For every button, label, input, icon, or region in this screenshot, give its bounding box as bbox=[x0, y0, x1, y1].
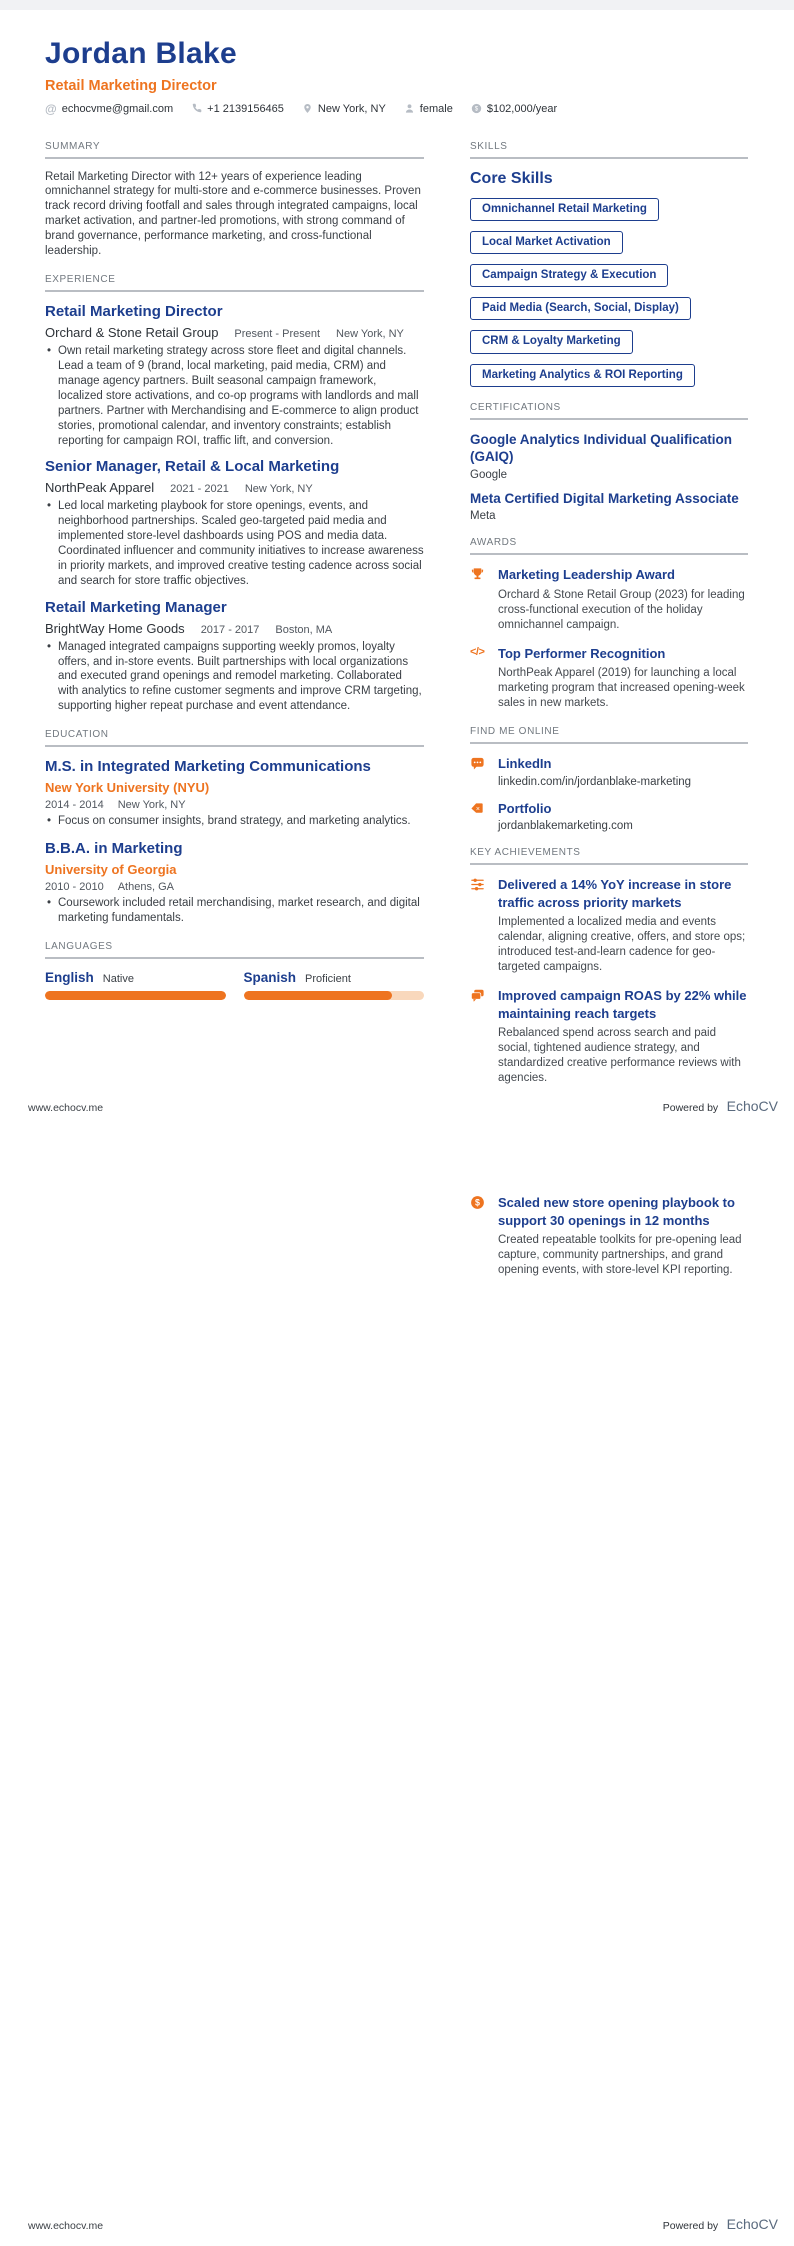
languages-row bbox=[45, 970, 424, 1000]
achievement-body bbox=[498, 876, 748, 975]
code-icon: </> bbox=[470, 645, 485, 658]
language-name: English bbox=[45, 969, 94, 985]
two-column-body bbox=[45, 1154, 749, 1290]
job-dates: 2017 - 2017 bbox=[200, 623, 260, 636]
skill-pill: Paid Media (Search, Social, Display) bbox=[470, 297, 691, 320]
contact-salary bbox=[471, 103, 557, 115]
contact-email bbox=[45, 103, 173, 115]
contact-location bbox=[302, 103, 386, 115]
page-footer bbox=[28, 2216, 778, 2234]
page-2 bbox=[0, 1128, 794, 2246]
online-profile-url[interactable]: linkedin.com/in/jordanblake-marketing bbox=[498, 775, 692, 788]
contact-gender bbox=[404, 103, 453, 115]
section-summary bbox=[45, 141, 424, 260]
online-profile-title: Portfolio bbox=[498, 800, 552, 816]
online-profile-item bbox=[470, 755, 748, 788]
job-title: Retail Marketing Director bbox=[45, 303, 223, 321]
job-meta bbox=[45, 480, 424, 495]
left-column bbox=[45, 1154, 424, 1290]
certification-issuer: Google bbox=[470, 468, 508, 481]
section-certifications bbox=[470, 402, 748, 523]
language-bar bbox=[45, 991, 226, 1000]
experience-item bbox=[45, 303, 424, 448]
job-location: New York, NY bbox=[336, 327, 404, 340]
footer-powered bbox=[663, 2216, 778, 2234]
certification-title: Meta Certified Digital Marketing Associate bbox=[470, 490, 739, 506]
degree: M.S. in Integrated Marketing Communications bbox=[45, 758, 371, 776]
skill-pill: Local Market Activation bbox=[470, 231, 623, 254]
section-skills bbox=[470, 141, 748, 387]
award-item bbox=[470, 645, 748, 711]
language-bar-fill bbox=[244, 991, 392, 1000]
language-name: Spanish bbox=[243, 969, 297, 985]
salary-icon bbox=[471, 103, 482, 114]
award-title: Marketing Leadership Award bbox=[498, 567, 675, 583]
contact-email-text: echocvme@gmail.com bbox=[61, 102, 174, 115]
left-column bbox=[45, 141, 424, 1101]
online-profile-body bbox=[498, 800, 633, 833]
languages-label: LANGUAGES bbox=[45, 941, 424, 959]
language-item bbox=[244, 970, 425, 1000]
achievement-description: Implemented a localized media and events calendar, aligning creative, offers, and store ops; introduced test-and-learn cadence for geo-targeted campaigns. bbox=[498, 916, 746, 974]
award-item bbox=[470, 566, 748, 632]
award-body bbox=[498, 566, 748, 632]
education-meta bbox=[45, 881, 424, 893]
education-label: EDUCATION bbox=[45, 729, 424, 747]
section-find-me-online bbox=[470, 726, 748, 832]
online-profile-body bbox=[498, 755, 691, 788]
achievement-item bbox=[470, 1194, 748, 1278]
school: University of Georgia bbox=[45, 861, 177, 877]
email-icon: @ bbox=[45, 101, 57, 116]
candidate-name: Jordan Blake bbox=[45, 37, 238, 70]
svg-text:$: $ bbox=[475, 1197, 480, 1208]
job-company: Orchard & Stone Retail Group bbox=[45, 324, 219, 340]
experience-item bbox=[45, 458, 424, 588]
awards-label: AWARDS bbox=[470, 537, 748, 555]
two-column-body bbox=[45, 141, 749, 1101]
footer-powered bbox=[663, 1098, 778, 1116]
award-body bbox=[498, 645, 748, 711]
svg-text:×: × bbox=[475, 805, 480, 813]
contact-phone bbox=[191, 103, 284, 115]
footer-site-link[interactable]: www.echocv.me bbox=[28, 1102, 104, 1114]
education-location: Athens, GA bbox=[117, 880, 174, 893]
certification-item bbox=[470, 490, 748, 523]
achievement-title: Delivered a 14% YoY increase in store traffic across priority markets bbox=[498, 877, 732, 910]
section-education bbox=[45, 729, 424, 925]
online-profile-url[interactable]: jordanblakemarketing.com bbox=[498, 820, 633, 833]
language-bar-fill bbox=[45, 991, 226, 1000]
page-1 bbox=[0, 10, 794, 1128]
degree: B.B.A. in Marketing bbox=[45, 839, 183, 857]
job-location: New York, NY bbox=[244, 483, 313, 496]
achievement-title: Scaled new store opening playbook to support 30 openings in 12 months bbox=[498, 1195, 735, 1228]
footer-site-link[interactable]: www.echocv.me bbox=[28, 2220, 104, 2232]
dollar-coin-icon bbox=[470, 1194, 487, 1278]
section-awards bbox=[470, 537, 748, 711]
job-company: NorthPeak Apparel bbox=[45, 480, 155, 496]
sliders-icon bbox=[470, 876, 487, 975]
language-bar bbox=[244, 991, 425, 1000]
svg-text:$: $ bbox=[474, 105, 479, 113]
language-item bbox=[45, 970, 226, 1000]
education-item bbox=[45, 840, 424, 926]
award-description: Orchard & Stone Retail Group (2023) for leading cross-functional execution of the holiday omnichannel campaign. bbox=[498, 589, 745, 631]
section-key-achievements bbox=[470, 847, 748, 1086]
section-experience bbox=[45, 274, 424, 714]
job-meta bbox=[45, 325, 424, 340]
skills-heading: Core Skills bbox=[470, 169, 553, 187]
achievement-title: Improved campaign ROAS by 22% while maintaining reach targets bbox=[498, 988, 747, 1021]
job-location: Boston, MA bbox=[275, 623, 333, 636]
find-me-online-label: FIND ME ONLINE bbox=[470, 726, 748, 744]
cv-header bbox=[45, 38, 749, 115]
certification-issuer: Meta bbox=[470, 510, 496, 523]
certification-item bbox=[470, 431, 748, 481]
achievement-description: Created repeatable toolkits for pre-opening lead capture, community partnerships, and grand opening events, with store-level KPI reporting. bbox=[498, 1234, 742, 1276]
echocv-brand-link[interactable]: EchoCV bbox=[726, 1098, 778, 1114]
achievement-body bbox=[498, 1194, 748, 1278]
job-dates: Present - Present bbox=[234, 327, 321, 340]
certifications-label: CERTIFICATIONS bbox=[470, 402, 748, 420]
online-profile-item bbox=[470, 800, 748, 833]
award-description: NorthPeak Apparel (2019) for launching a local marketing program that increased opening-week sales in new markets. bbox=[498, 667, 745, 710]
experience-item bbox=[45, 599, 424, 714]
job-title: Retail Marketing Manager bbox=[45, 598, 227, 616]
education-dates: 2014 - 2014 bbox=[45, 799, 104, 811]
certification-title: Google Analytics Individual Qualification (GAIQ) bbox=[470, 431, 733, 465]
contact-phone-text: +1 2139156465 bbox=[207, 102, 284, 115]
right-column bbox=[470, 1194, 748, 1290]
contact-row bbox=[45, 103, 749, 115]
candidate-headline: Retail Marketing Director bbox=[45, 77, 217, 94]
achievement-item bbox=[470, 987, 748, 1086]
experience-label: EXPERIENCE bbox=[45, 274, 424, 292]
education-dates: 2010 - 2010 bbox=[45, 880, 104, 893]
person-icon bbox=[404, 103, 415, 114]
job-bullet: • Own retail marketing strategy across store fleet and digital channels. Lead a team of 9 (brand, local marketing, paid media, CRM) and manage agency partners. Built seasonal campaign framework, localized store activations, and co-op programs with landlords and mall partners. Partner with Merchandising and E-commerce to align product stories, promotional calendar, and inventory constraints; establish reporting for campaign ROI, traffic lift, and conversion. bbox=[45, 344, 424, 449]
powered-by-text: Powered by bbox=[662, 2220, 719, 2232]
right-column bbox=[470, 141, 748, 1101]
contact-salary-text: $102,000/year bbox=[486, 102, 558, 115]
summary-label: SUMMARY bbox=[45, 141, 424, 159]
achievement-item bbox=[470, 876, 748, 975]
tag-icon bbox=[470, 800, 487, 833]
achievement-body bbox=[498, 987, 748, 1086]
contact-gender-text: female bbox=[419, 102, 453, 115]
page-footer bbox=[28, 1098, 778, 1116]
powered-by-text: Powered by bbox=[662, 1102, 719, 1114]
language-level: Proficient bbox=[305, 972, 351, 985]
achievement-description: Rebalanced spend across search and paid social, tightened audience strategy, and standardized creative performance reviews with agencies. bbox=[498, 1027, 741, 1085]
skill-pill: CRM & Loyalty Marketing bbox=[470, 330, 633, 353]
job-bullet: • Managed integrated campaigns supporting weekly promos, loyalty offers, and in-store events. Built partnerships with local organizations and executed grand openings and remodel marketing. Collaborated with analytics to refine customer segments and improve CRM targeting, supporting higher repeat purchase and event attendance. bbox=[45, 640, 424, 715]
chat-bubble-icon bbox=[470, 755, 487, 788]
education-bullet: • Coursework included retail merchandising, market research, and digital marketing fundamentals. bbox=[45, 896, 424, 926]
education-location: New York, NY bbox=[117, 799, 186, 811]
summary-text: Retail Marketing Director with 12+ years of experience leading omnichannel strategy for multi-store and e-commerce businesses. Proven track record driving footfall and sales through integrated campaigns, local market activation, and partner-led promotions, with strong command of brand governance, performance marketing, and cross-functional leadership. bbox=[45, 170, 421, 258]
education-bullet: • Focus on consumer insights, brand strategy, and marketing analytics. bbox=[45, 814, 424, 829]
skill-pill: Omnichannel Retail Marketing bbox=[470, 198, 659, 221]
job-bullet: • Led local marketing playbook for store openings, events, and neighborhood partnerships. Scaled geo-targeted paid media and implemented store-level dashboards using POS and media data. Coordinated influencer and community initiatives to increase awareness in priority markets, and improved creative testing cadence across social and search for store traffic objectives. bbox=[45, 499, 424, 589]
school: New York University (NYU) bbox=[45, 780, 210, 795]
phone-icon bbox=[191, 103, 202, 114]
skill-pill: Marketing Analytics & ROI Reporting bbox=[470, 364, 695, 387]
key-achievements-label: KEY ACHIEVEMENTS bbox=[470, 847, 748, 865]
education-meta bbox=[45, 799, 424, 811]
location-icon bbox=[302, 103, 313, 114]
section-languages bbox=[45, 941, 424, 1000]
skills-label: SKILLS bbox=[470, 141, 748, 159]
education-item bbox=[45, 758, 424, 829]
job-company: BrightWay Home Goods bbox=[45, 620, 185, 636]
trophy-icon bbox=[470, 566, 487, 632]
job-meta bbox=[45, 621, 424, 636]
contact-location-text: New York, NY bbox=[317, 102, 386, 115]
award-title: Top Performer Recognition bbox=[498, 645, 666, 661]
language-level: Native bbox=[102, 972, 134, 985]
job-dates: 2021 - 2021 bbox=[170, 483, 229, 496]
job-title: Senior Manager, Retail & Local Marketing bbox=[45, 458, 340, 476]
echocv-brand-link[interactable]: EchoCV bbox=[726, 2216, 778, 2232]
chat-bubbles-icon bbox=[470, 987, 487, 1086]
online-profile-title: LinkedIn bbox=[498, 756, 552, 772]
skill-pill: Campaign Strategy & Execution bbox=[470, 264, 668, 287]
